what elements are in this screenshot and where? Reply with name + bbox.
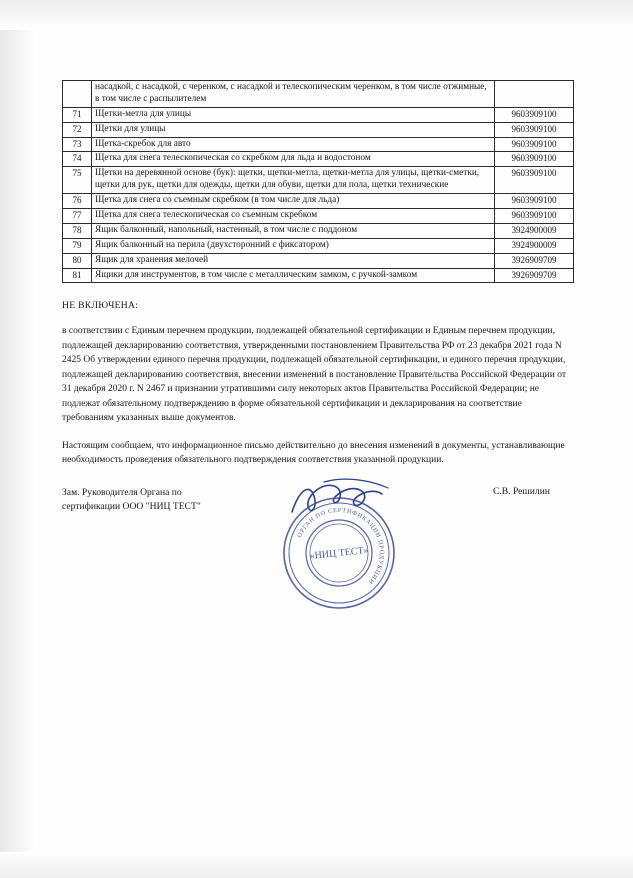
- scan-edge-left: [0, 0, 36, 878]
- svg-text:«НИЦ ТЕСТ»: «НИЦ ТЕСТ»: [309, 545, 369, 563]
- cell-code: 3924900009: [495, 223, 574, 238]
- svg-text:ОРГАН ПО СЕРТИФИКАЦИИ ПРОДУКЦИ: ОРГАН ПО СЕРТИФИКАЦИИ ПРОДУКЦИИ: [296, 507, 386, 586]
- cell-name: Щетки-метла для улицы: [92, 107, 495, 122]
- paragraph-legal-basis: в соответствии с Единым перечнем продукции, подлежащей обязательной сертификации и Единым перечнем продукции, подлежащей декларированию соответствия, утвержденными постановлением Правительства РФ от 23 декабря 2021 года N 2425 Об утверждении единого перечня продукции, подлежащей обязательной сертификации, и единого перечня продукции, подлежащей декларированию соответствия, внесении изменений в постановление Правительства Российской Федерации от 31 декабря 2020 г. N 2467 и признании утратившими силу некоторых актов Правительства Российской Федерации; не подлежат обязательному подтверждению в форме обязательной сертификации и декларирования на соответствие требованиям указанных выше документов.: [62, 326, 566, 424]
- cell-number: 77: [63, 209, 92, 224]
- cell-code: 9603909100: [495, 209, 574, 224]
- table-row: [63, 223, 574, 238]
- table-row: [63, 152, 574, 167]
- cell-code: 9603909100: [495, 194, 574, 209]
- signatory-position-line1: Зам. Руководителя Органа по: [62, 487, 182, 499]
- cell-name: Щетка для снега телескопическая со съемным скребком: [92, 209, 495, 224]
- table-row: [63, 81, 574, 108]
- not-included-title: НЕ ВКЛЮЧЕНА:: [62, 300, 139, 312]
- cell-name: Щетка для снега телескопическая со скребком для льда и водостоном: [92, 152, 495, 167]
- paragraph-validity: Настоящим сообщаем, что информационное письмо действительно до внесения изменений в документы, устанавливающие необходимость проведения обязательного подтверждения соответствия указанной продукции.: [62, 440, 565, 465]
- cell-name: Ящик для хранения мелочей: [92, 253, 495, 268]
- table-row: [63, 137, 574, 152]
- cell-name: Ящик балконный на перила (двухсторонний с фиксатором): [92, 238, 495, 253]
- signatory-position: [62, 486, 292, 514]
- product-table: [62, 80, 574, 283]
- cell-code: 3924900009: [495, 238, 574, 253]
- cell-name: Щетка-скребок для авто: [92, 137, 495, 152]
- cell-code: 3926909709: [495, 268, 574, 283]
- cell-code: 3926909709: [495, 253, 574, 268]
- cell-code: 9603909100: [495, 107, 574, 122]
- cell-name: Ящик балконный, напольный, настенный, в том числе с поддоном: [92, 223, 495, 238]
- table-row: [63, 268, 574, 283]
- cell-number: 78: [63, 223, 92, 238]
- signatory-name: С.В. Решилин: [492, 486, 550, 498]
- signatory-position-line2: сертификации ООО "НИЦ ТЕСТ": [62, 501, 201, 513]
- cell-number: [63, 81, 92, 108]
- cell-name: насадкой, с насадкой, с черенком, с насадкой и телескопическим черенком, в том числе отжимные, в том числе с распылителем: [92, 81, 495, 108]
- table-row: [63, 167, 574, 194]
- cell-number: 73: [63, 137, 92, 152]
- scan-edge-top: [0, 0, 633, 30]
- handwritten-signature: [284, 476, 404, 526]
- cell-name: Щетки для улицы: [92, 122, 495, 137]
- cell-number: 71: [63, 107, 92, 122]
- cell-name: Ящики для инструментов, в том числе с металлическим замком, с ручкой-замком: [92, 268, 495, 283]
- table-row: [63, 238, 574, 253]
- cell-number: 81: [63, 268, 92, 283]
- table-row: [63, 194, 574, 209]
- cell-code: 9603909100: [495, 152, 574, 167]
- cell-number: 72: [63, 122, 92, 137]
- cell-code: 9603909100: [495, 167, 574, 194]
- cell-number: 74: [63, 152, 92, 167]
- signature-block: [62, 486, 574, 606]
- table-row: [63, 209, 574, 224]
- cell-code: 9603909100: [495, 137, 574, 152]
- scan-edge-bottom: [0, 852, 633, 878]
- cell-name: Щетка для снега со съемным скребком (в том числе для льда): [92, 194, 495, 209]
- document-content: [62, 80, 574, 606]
- table-row: [63, 122, 574, 137]
- table-row: [63, 253, 574, 268]
- cell-code: [495, 81, 574, 108]
- cell-number: 75: [63, 167, 92, 194]
- cell-name: Щетки на деревянной основе (бук): щетки, щетки-метла, щетки-метла для улицы, щетки-сметки, щетки для рук, щетки для одежды, щетки для обуви, щетки для пола, щетки технические: [92, 167, 495, 194]
- cell-number: 76: [63, 194, 92, 209]
- cell-number: 79: [63, 238, 92, 253]
- table-row: [63, 107, 574, 122]
- cell-number: 80: [63, 253, 92, 268]
- cell-code: 9603909100: [495, 122, 574, 137]
